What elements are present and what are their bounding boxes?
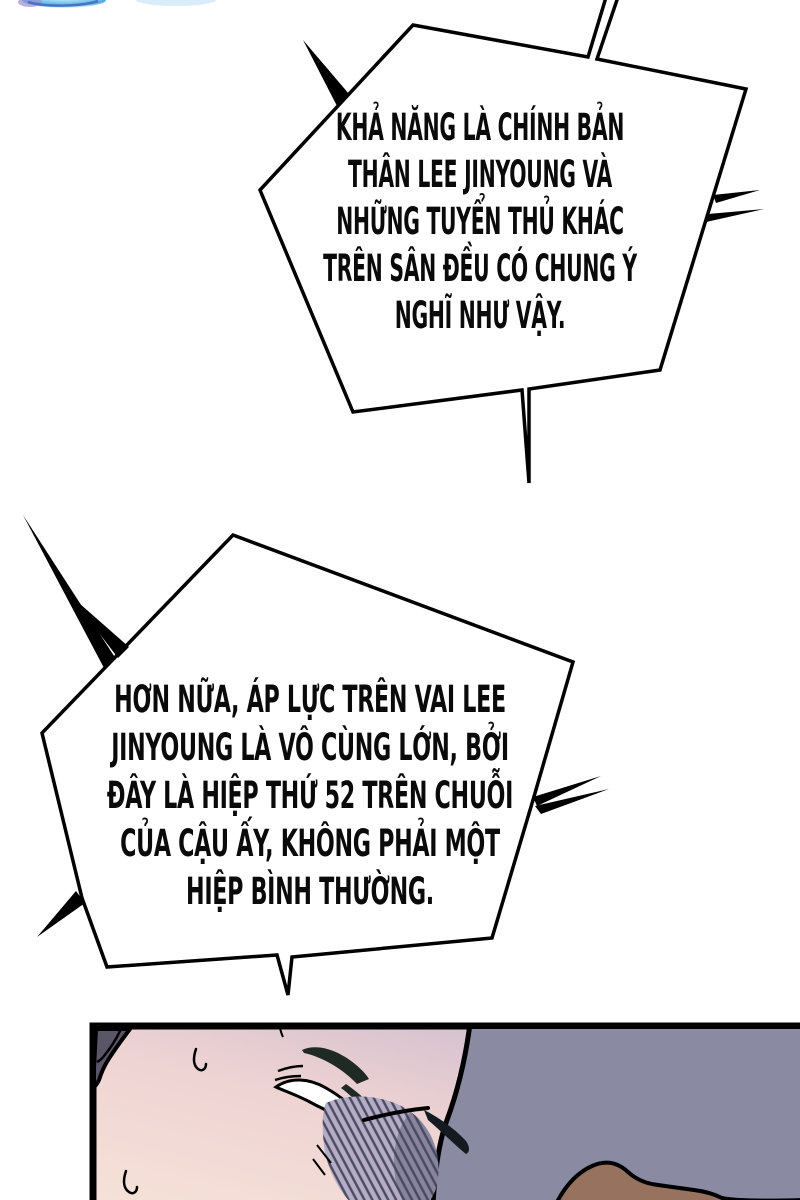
bubble-1-left-spike xyxy=(303,40,349,106)
bottom-panel xyxy=(93,1023,800,1200)
bubble2-line: ĐÂY LÀ HIỆP THỨ 52 TRÊN CHUỖI xyxy=(106,774,514,817)
bubble-2-topleft-spike-1 xyxy=(23,515,116,668)
bubble1-line: TRÊN SÂN ĐỀU CÓ CHUNG Ý xyxy=(323,247,637,290)
bubble-1-right-spike-1 xyxy=(713,190,760,203)
bubble2-line: HƠN NỮA, ÁP LỰC TRÊN VAI LEE xyxy=(114,678,506,721)
bubble2-line: JINYOUNG LÀ VÔ CÙNG LỚN, BỞI xyxy=(111,726,509,769)
bubble-1-text xyxy=(271,104,689,339)
bubble2-line: CỦA CẬU ẤY, KHÔNG PHẢI MỘT xyxy=(120,822,500,865)
bubble1-line: THÂN LEE JINYOUNG VÀ xyxy=(347,153,613,196)
bubble1-line: KHẢ NĂNG LÀ CHÍNH BẢN xyxy=(335,106,625,149)
bubble1-line: NGHĨ NHƯ VẬY. xyxy=(394,294,566,337)
faint-smudge xyxy=(136,0,216,6)
bubble-2-text xyxy=(76,676,544,916)
bubble2-line: HIỆP BÌNH THƯỜNG. xyxy=(186,870,434,913)
bubble-1-right-spike-2 xyxy=(706,209,764,222)
top-edge-smudges xyxy=(18,0,216,8)
bubble1-line: NHỮNG TUYỂN THỦ KHÁC xyxy=(336,200,624,243)
